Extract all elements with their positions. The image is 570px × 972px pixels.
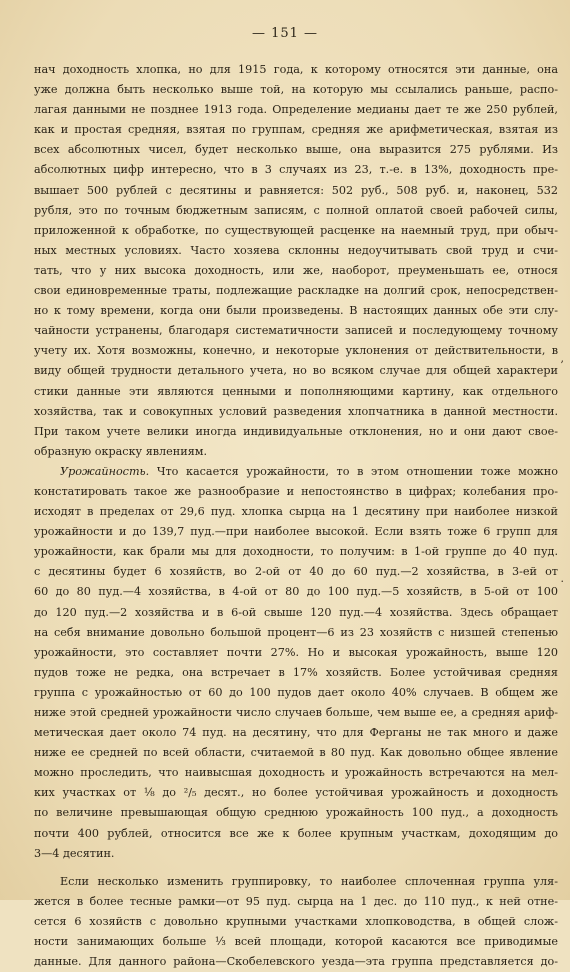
line-text: хозяйства, так и совокупных условий разведения хлопчатника в данной местности.	[34, 404, 558, 418]
text-line	[34, 892, 558, 912]
line-text: исходят в пределах от 29,6 пуд. хлопка сырца на 1 десятину при наиболее низкой	[34, 505, 558, 519]
text-line	[34, 912, 558, 932]
line-text: констатировать такое же разнообразие и непостоянство в цифрах; колебания про-	[34, 484, 558, 498]
text-line	[34, 623, 558, 643]
text-line	[34, 932, 558, 952]
line-text: сется 6 хозяйств с довольно крупными участками хлопководства, в общей слож-	[34, 914, 558, 928]
text-line	[34, 803, 558, 823]
line-text: вышает 500 рублей с десятины и равняется: 502 руб., 508 руб. и, наконец, 532	[34, 183, 558, 197]
text-line	[34, 341, 558, 361]
text-line	[34, 582, 558, 602]
margin-mark: ·	[560, 575, 564, 588]
line-text: абсолютных цифр интересно, что в 3 случаях из 23, т.-е. в 13%, доходность пре-	[34, 163, 558, 177]
text-line	[34, 462, 558, 482]
page-number: — 151 —	[251, 26, 319, 41]
line-text: группа с урожайностью от 60 до 100 пудов дает около 40% случаев. В общем же	[34, 685, 558, 699]
text-line	[34, 763, 558, 783]
line-text: свои единовременные траты, подлежащие раскладке на долгий срок, непосредствен-	[34, 284, 558, 298]
text-line	[34, 703, 558, 723]
text-line	[34, 643, 558, 663]
text-line	[34, 442, 558, 462]
line-text: Если несколько изменить группировку, то наиболее сплоченная группа уля-	[60, 874, 558, 888]
text-line	[34, 502, 558, 522]
text-line	[34, 723, 558, 743]
text-line	[34, 952, 558, 972]
line-text: по величине превышающая общую среднюю урожайность 100 пуд., а доходность	[34, 806, 558, 820]
line-text: урожайности и до 139,7 пуд.—при наиболее высокой. Если взять тоже 6 групп для	[34, 525, 558, 539]
text-line	[34, 422, 558, 442]
line-text: стики данные эти являются ценными и пополняющими картину, как отдельного	[34, 384, 558, 398]
text-line	[34, 402, 558, 422]
line-text: ниже ее средней по всей области, считаемой в 80 пуд. Как довольно общее явление	[34, 746, 558, 760]
text-line	[34, 361, 558, 381]
text-line	[34, 603, 558, 623]
text-line	[34, 562, 558, 582]
line-text: до 120 пуд.—2 хозяйства и в 6-ой свыше 120 пуд.—4 хозяйства. Здесь обращает	[34, 605, 558, 619]
text-line	[34, 301, 558, 321]
line-text: пудов тоже не редка, она встречает в 17% хозяйств. Более устойчивая средняя	[34, 665, 558, 679]
text-line	[34, 844, 558, 864]
line-text: чайности устранены, благодаря систематичности записей и последующему точному	[34, 324, 558, 338]
line-text: Что касается урожайности, то в этом отношении тоже можно	[149, 464, 558, 478]
text-line	[34, 100, 558, 120]
text-line	[34, 743, 558, 763]
text-line	[34, 663, 558, 683]
text-line	[34, 382, 558, 402]
body-text	[34, 60, 558, 972]
text-line	[34, 60, 558, 80]
paragraph-gap	[34, 864, 558, 872]
line-text: с десятины будет 6 хозяйств, во 2-ой от 40 до 60 пуд.—2 хозяйства, в 3-ей от	[34, 565, 558, 579]
text-line	[34, 281, 558, 301]
text-line	[34, 241, 558, 261]
line-text: ких участках от ⅛ до ²/₅ десят., но более устойчивая урожайность и доходность	[34, 786, 558, 800]
line-text: образную окраску явлениям.	[34, 444, 208, 458]
line-text: всех абсолютных чисел, будет несколько выше, она выразится 275 рублями. Из	[34, 143, 558, 157]
text-line	[34, 120, 558, 140]
text-line	[34, 522, 558, 542]
text-line	[34, 824, 558, 844]
line-text: метическая дает около 74 пуд. на десятину, что для Ферганы не так много и даже	[34, 726, 558, 740]
line-text: 3—4 десятин.	[34, 846, 115, 860]
section-heading: Урожайность.	[60, 464, 150, 478]
text-line	[34, 482, 558, 502]
text-line	[34, 80, 558, 100]
text-line	[34, 221, 558, 241]
text-line	[34, 181, 558, 201]
line-text: данные. Для данного района—Скобелевского уезда—эта группа представляется до-	[34, 955, 558, 969]
line-text: жется в более тесные рамки—от 95 пуд. сырца на 1 дес. до 110 пуд., к ней отне-	[34, 894, 558, 908]
line-text: тать, что у них высока доходность, или же, наоборот, преуменьшать ее, относя	[34, 263, 558, 277]
line-text: рубля, это по точным бюджетным записям, с полной оплатой своей рабочей силы,	[34, 203, 558, 217]
line-text: ных местных условиях. Часто хозяева склонны недоучитывать свой труд и счи-	[34, 243, 558, 257]
line-text: нач доходность хлопка, но для 1915 года, к которому относятся эти данные, она	[34, 63, 558, 76]
line-text: учету их. Хотя возможны, конечно, и некоторые уклонения от действительности, в	[34, 344, 558, 358]
text-line	[34, 872, 558, 892]
margin-mark: ,	[560, 352, 564, 365]
line-text: урожайности, как брали мы для доходности, то получим: в 1-ой группе до 40 пуд.	[34, 545, 558, 559]
line-text: на себя внимание довольно большой процент—6 из 23 хозяйств с низшей степенью	[34, 625, 558, 639]
line-text: но к тому времени, когда они были произведены. В настоящих данных обе эти слу-	[34, 304, 558, 318]
line-text: ности занимающих больше ⅓ всей площади, которой касаются все приводимые	[34, 935, 558, 949]
text-line	[34, 321, 558, 341]
line-text: урожайности, это составляет почти 27%. Но и высокая урожайность, выше 120	[34, 645, 558, 659]
line-text: можно проследить, что наивысшая доходность и урожайность встречаются на мел-	[34, 766, 558, 780]
line-text: почти 400 рублей, относится все же к более крупным участкам, доходящим до	[34, 826, 558, 840]
text-line	[34, 683, 558, 703]
line-text: При таком учете велики иногда индивидуальные отклонения, но и они дают свое-	[34, 424, 558, 438]
text-line	[34, 201, 558, 221]
text-line	[34, 160, 558, 180]
line-text: лагая данными не позднее 1913 года. Определение медианы дает те же 250 рублей,	[34, 103, 558, 117]
text-line	[34, 542, 558, 562]
line-text: 60 до 80 пуд.—4 хозяйства, в 4-ой от 80 до 100 пуд.—5 хозяйств, в 5-ой от 100	[34, 585, 558, 599]
line-text: приложенной к обработке, по существующей расценке на наемный труд, при обыч-	[34, 223, 558, 237]
line-text: как и простая средняя, взятая по группам, средняя же арифметическая, взятая из	[34, 123, 558, 137]
text-line	[34, 783, 558, 803]
text-line	[34, 140, 558, 160]
line-text: ниже этой средней урожайности число случаев больше, чем выше ее, а средняя ариф-	[34, 706, 558, 719]
line-text: уже должна быть несколько выше той, на которую мы ссылались раньше, распо-	[34, 83, 558, 97]
text-line	[34, 261, 558, 281]
line-text: виду общей трудности детального учета, но во всяком случае для общей характери	[34, 364, 558, 378]
